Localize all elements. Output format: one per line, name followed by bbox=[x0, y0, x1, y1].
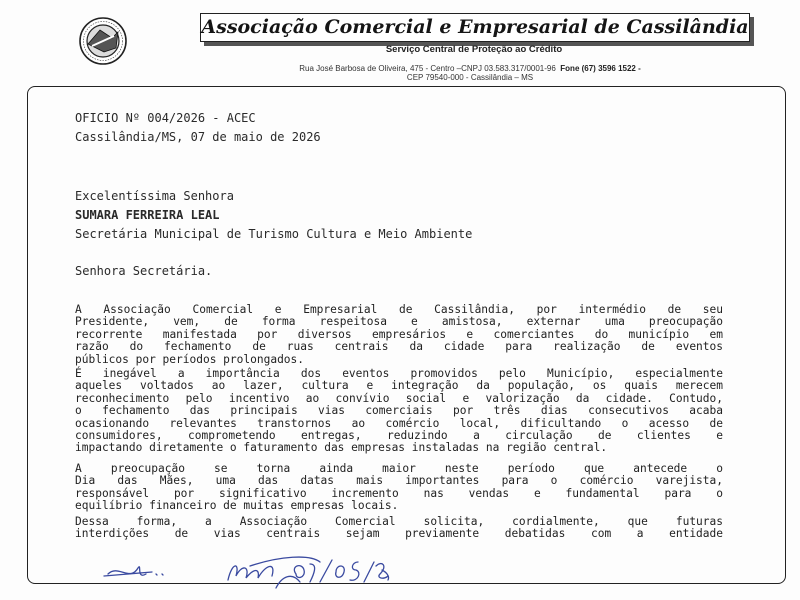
paragraph-line: É inegável a importância dos eventos promovidos pelo Município, especialmente bbox=[75, 367, 723, 380]
paragraph-line: Presidente, vem, de forma respeitosa e amistosa, externar uma preocupação bbox=[75, 315, 723, 329]
phone-number: Fone (67) 3596 1522 - bbox=[560, 64, 641, 73]
greeting: Senhora Secretária. bbox=[75, 264, 213, 278]
paragraph-line: o fechamento das principais vias comerciais por três dias consecutivos acaba bbox=[75, 404, 723, 418]
paragraph-line: Dia das Mães, uma das datas mais importantes para o comércio varejista, bbox=[75, 474, 723, 488]
paragraph-line: aqueles voltados ao lazer, cultura e integração da população, os quais merecem bbox=[75, 379, 723, 393]
paragraph-line: A preocupação se torna ainda maior neste período que antecede o bbox=[75, 462, 723, 475]
paragraph-line: recorrente manifestada por diversos empresários e comerciantes do município em bbox=[75, 327, 723, 341]
body-paragraph-4 bbox=[75, 516, 723, 541]
recipient-role: Secretária Municipal de Turismo Cultura e Meio Ambiente bbox=[75, 227, 473, 241]
body-paragraph-3 bbox=[75, 463, 723, 513]
body-paragraph-1 bbox=[75, 304, 723, 366]
letter-reference: OFICIO Nº 004/2026 - ACEC bbox=[75, 111, 256, 125]
paragraph-line: reconhecimento pelo incentivo ao convívio social e valorização da cidade. Contudo, bbox=[75, 391, 723, 405]
paragraph-line: impactando diretamente o faturamento das empresas instaladas na região central. bbox=[75, 441, 608, 455]
paragraph-line: responsável por significativo incremento nas vendas e fundamental para o bbox=[75, 486, 723, 500]
paragraph-line: A Associação Comercial e Empresarial de Cassilândia, por intermédio de seu bbox=[75, 303, 723, 316]
paragraph-line: equilíbrio financeiro de muitas empresas locais. bbox=[75, 499, 399, 513]
paragraph-line: interdições de vias centrais sejam previamente debatidas com a entidade bbox=[75, 527, 723, 541]
place-date: Cassilândia/MS, 07 de maio de 2026 bbox=[75, 130, 321, 144]
paragraph-line: consumidores, comprometendo entregas, reduzindo a circulação de clientes e bbox=[75, 429, 723, 443]
paragraph-line: Dessa forma, a Associação Comercial solicita, cordialmente, que futuras bbox=[75, 515, 723, 528]
service-name: Serviço Central de Proteção ao Crédito bbox=[385, 44, 563, 55]
paragraph-line: públicos por períodos prolongados. bbox=[75, 352, 305, 366]
paragraph-line: razão do fechamento de ruas centrais da cidade para realização de eventos bbox=[75, 340, 723, 354]
association-name: Associação Comercial e Empresarial de Cassilândia bbox=[201, 16, 749, 38]
recipient-name: SUMARA FERREIRA LEAL bbox=[75, 208, 220, 222]
handwritten-receipt-signature bbox=[100, 552, 390, 592]
body-paragraph-2 bbox=[75, 368, 723, 455]
salutation-intro: Excelentíssima Senhora bbox=[75, 189, 234, 203]
association-seal-logo bbox=[78, 16, 128, 66]
association-title-box bbox=[200, 13, 750, 42]
postal-line: CEP 79540-000 - Cassilândia – MS bbox=[406, 73, 534, 82]
address-line bbox=[160, 64, 780, 73]
address-text: Rua José Barbosa de Oliveira, 475 - Centro –CNPJ 03.583.317/0001-96 bbox=[299, 64, 556, 73]
paragraph-line: ocasionando relevantes transtornos ao comércio local, dificultando o acesso de bbox=[75, 416, 723, 430]
